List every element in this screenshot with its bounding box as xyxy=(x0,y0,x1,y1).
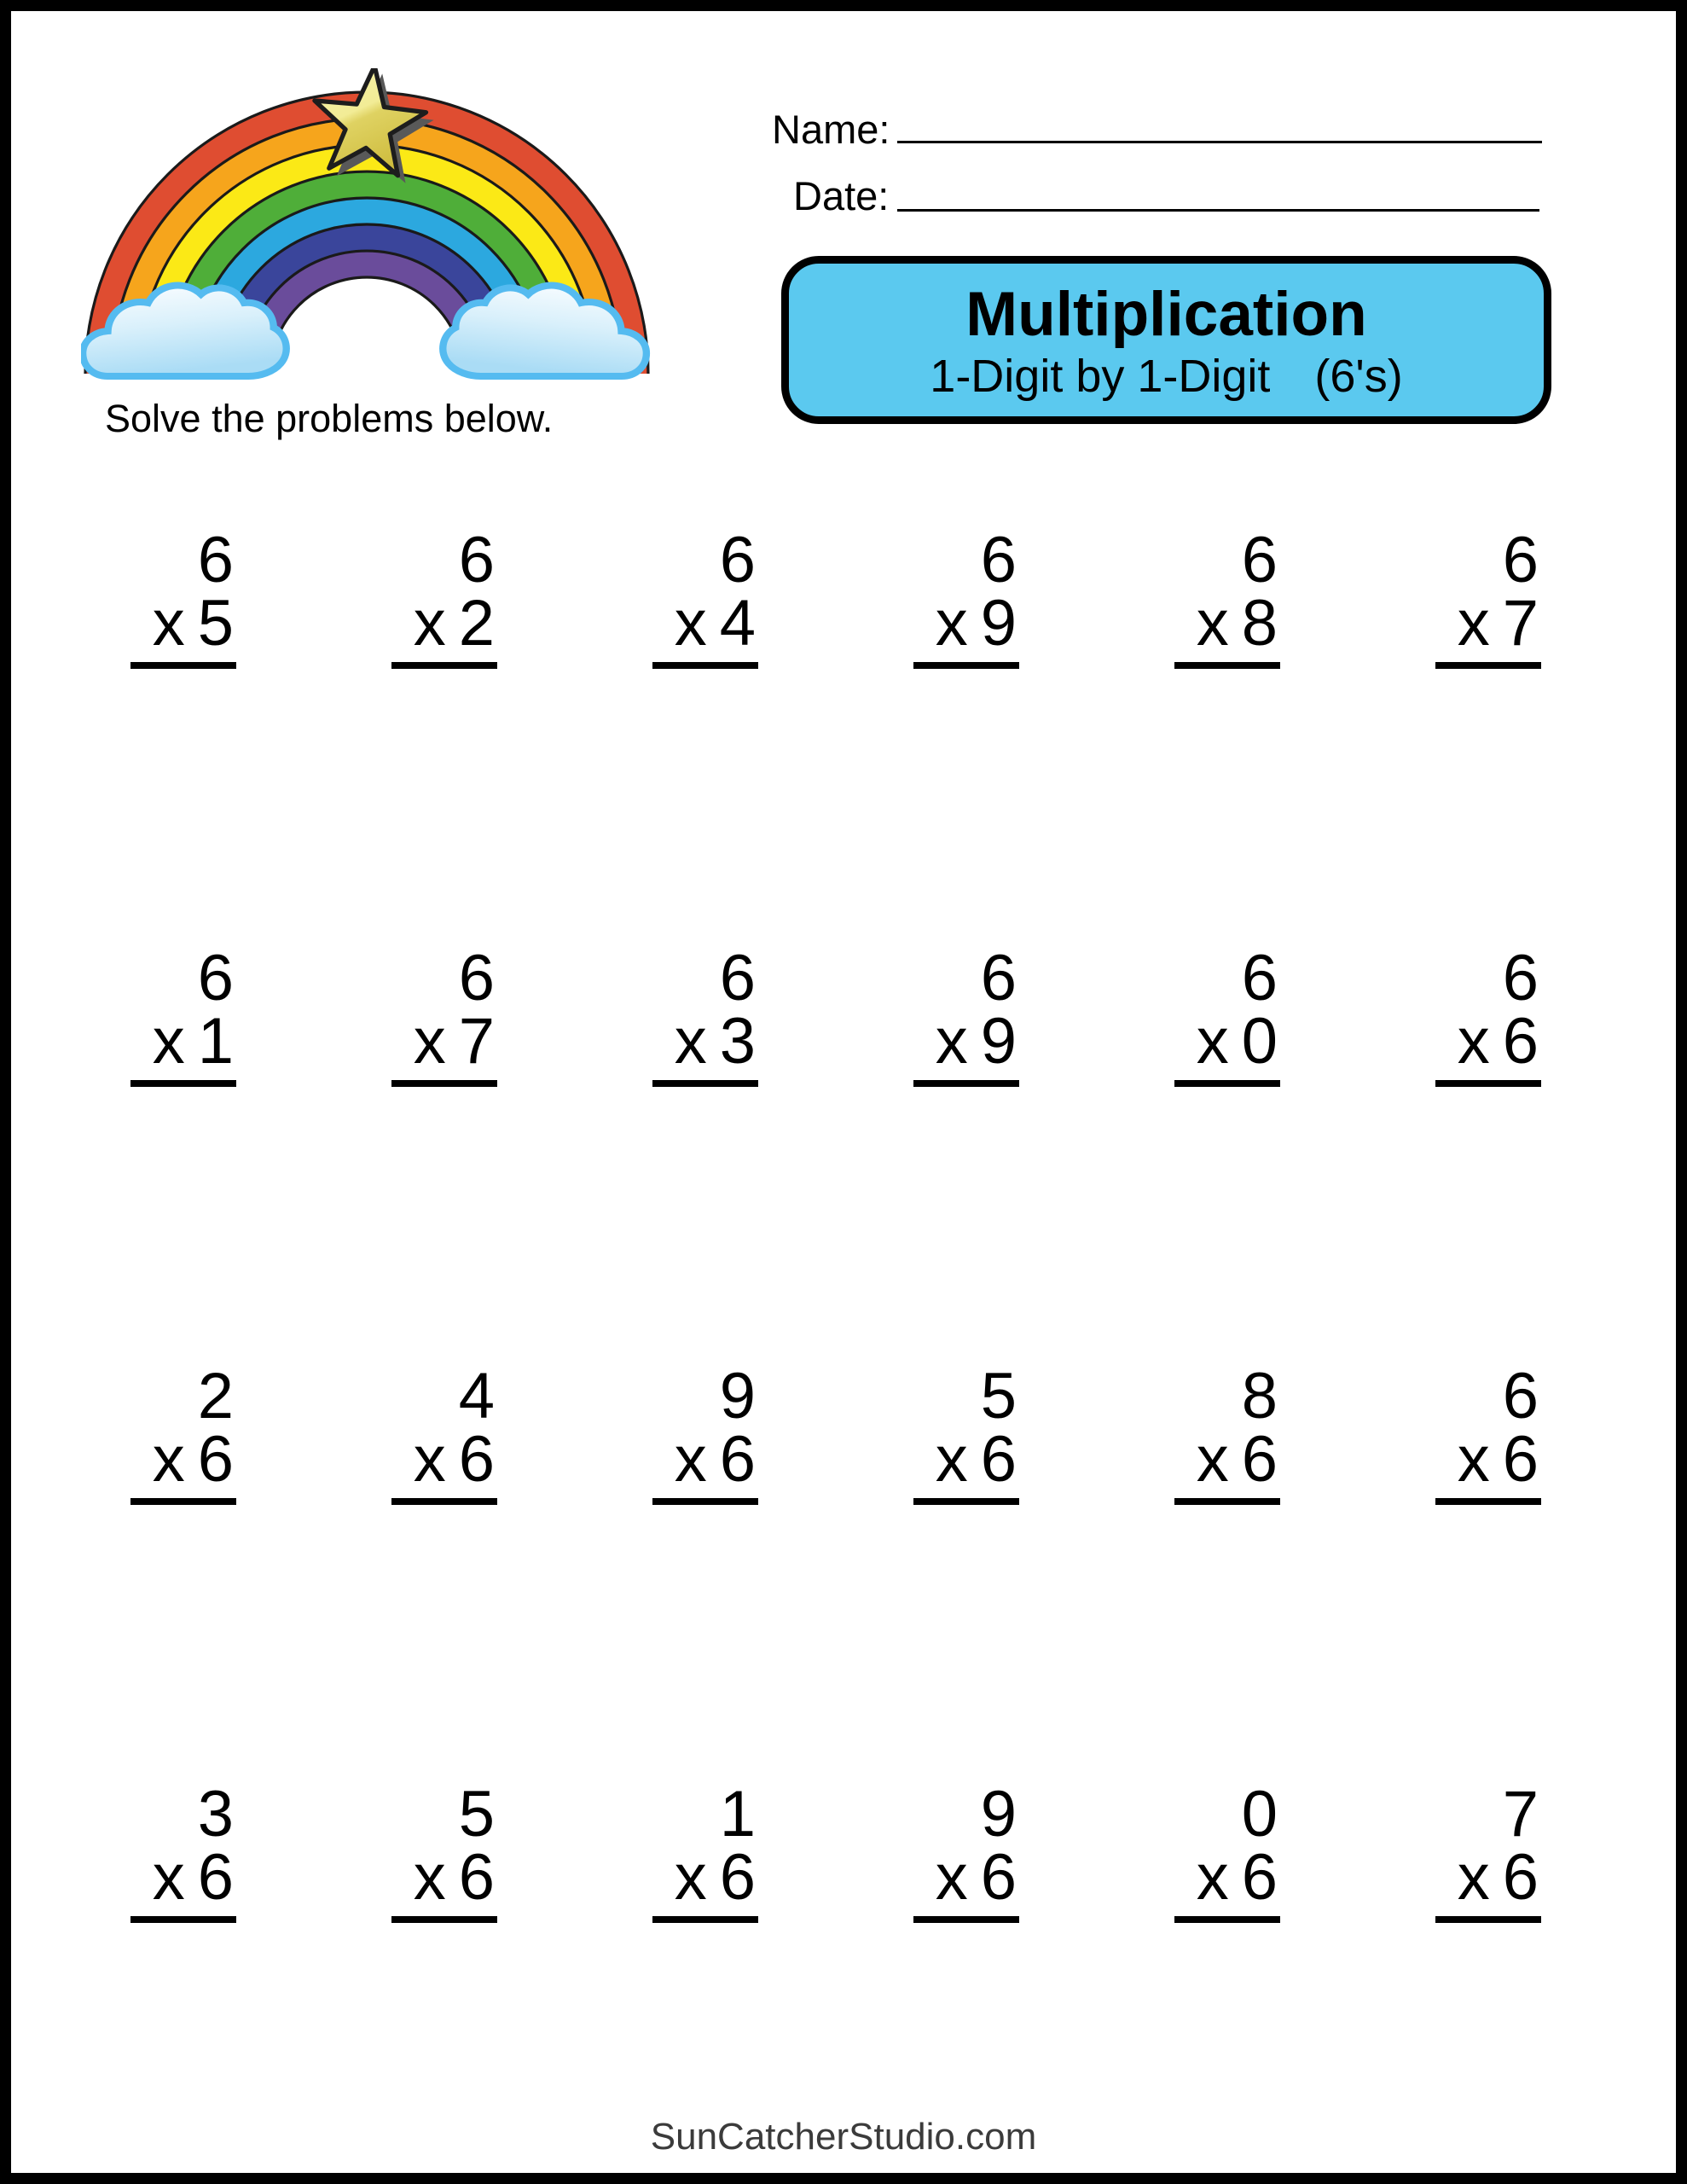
problem-bottom-number: 6 xyxy=(719,1423,756,1496)
problem-bottom-number: 6 xyxy=(197,1423,234,1496)
multiply-sign: x xyxy=(152,1423,185,1496)
problem xyxy=(1174,1360,1280,1505)
problem-bottom-line xyxy=(1435,1005,1541,1077)
problem-top-number: 2 xyxy=(197,1360,234,1432)
answer-line[interactable] xyxy=(652,662,758,669)
problem xyxy=(130,942,236,1087)
multiply-sign: x xyxy=(935,587,968,659)
multiply-sign: x xyxy=(1196,587,1229,659)
answer-line[interactable] xyxy=(1174,1498,1280,1505)
problem-top-number: 6 xyxy=(1241,942,1278,1014)
problem-bottom-number: 8 xyxy=(1241,587,1278,659)
problem-bottom-number: 4 xyxy=(719,587,756,659)
answer-line[interactable] xyxy=(1435,1916,1541,1923)
multiply-sign: x xyxy=(152,587,185,659)
instruction-text: Solve the problems below. xyxy=(105,397,554,440)
multiply-sign: x xyxy=(1457,1423,1490,1496)
answer-line[interactable] xyxy=(913,1498,1019,1505)
problem-top-number: 6 xyxy=(1502,942,1539,1014)
problem-top-number: 3 xyxy=(197,1778,234,1850)
multiply-sign: x xyxy=(935,1005,968,1077)
problem-top-number: 6 xyxy=(719,524,756,596)
problem-bottom-number: 6 xyxy=(1241,1841,1278,1914)
problem-top-number: 6 xyxy=(1241,524,1278,596)
problem-bottom-line xyxy=(130,1423,236,1496)
problem-bottom-number: 3 xyxy=(719,1005,756,1077)
problem-bottom-line xyxy=(1435,587,1541,659)
problem-top-number: 6 xyxy=(719,942,756,1014)
problem-bottom-number: 6 xyxy=(458,1841,495,1914)
multiply-sign: x xyxy=(413,587,446,659)
multiply-sign: x xyxy=(1457,1841,1490,1914)
problem-bottom-number: 9 xyxy=(980,1005,1017,1077)
problem-bottom-number: 6 xyxy=(1241,1423,1278,1496)
problem-bottom-line xyxy=(130,1005,236,1077)
problem-bottom-number: 6 xyxy=(980,1423,1017,1496)
problem-bottom-number: 6 xyxy=(197,1841,234,1914)
answer-line[interactable] xyxy=(1174,1080,1280,1087)
answer-line[interactable] xyxy=(130,1080,236,1087)
problem xyxy=(391,942,497,1087)
answer-line[interactable] xyxy=(130,662,236,669)
problem xyxy=(1174,942,1280,1087)
problem-bottom-number: 6 xyxy=(719,1841,756,1914)
problem-top-number: 6 xyxy=(1502,1360,1539,1432)
problem-bottom-line xyxy=(1435,1841,1541,1914)
problems-grid xyxy=(11,11,1676,2173)
problem-bottom-line xyxy=(391,1841,497,1914)
multiply-sign: x xyxy=(935,1841,968,1914)
problem xyxy=(1174,1778,1280,1923)
problem-top-number: 6 xyxy=(458,524,495,596)
problem-top-number: 6 xyxy=(980,524,1017,596)
problem-bottom-line xyxy=(1174,587,1280,659)
problem xyxy=(652,942,758,1087)
problem-bottom-number: 2 xyxy=(458,587,495,659)
name-label: Name: xyxy=(772,107,890,152)
problem-bottom-line xyxy=(391,1005,497,1077)
problem xyxy=(130,1778,236,1923)
multiply-sign: x xyxy=(413,1423,446,1496)
answer-line[interactable] xyxy=(913,662,1019,669)
problem-top-number: 0 xyxy=(1241,1778,1278,1850)
answer-line[interactable] xyxy=(652,1080,758,1087)
multiply-sign: x xyxy=(152,1005,185,1077)
problem xyxy=(391,524,497,669)
problem-bottom-line xyxy=(130,587,236,659)
answer-line[interactable] xyxy=(652,1498,758,1505)
problem xyxy=(391,1778,497,1923)
problem xyxy=(391,1360,497,1505)
date-label: Date: xyxy=(793,173,890,218)
problem xyxy=(913,1360,1019,1505)
problem-bottom-line xyxy=(913,587,1019,659)
problem-bottom-line xyxy=(1435,1423,1541,1496)
problem-top-number: 9 xyxy=(980,1778,1017,1850)
problem-bottom-line xyxy=(130,1841,236,1914)
problem xyxy=(913,942,1019,1087)
problem-bottom-number: 7 xyxy=(458,1005,495,1077)
problem-bottom-line xyxy=(913,1841,1019,1914)
problem-bottom-line xyxy=(652,1423,758,1496)
problem-top-number: 6 xyxy=(458,942,495,1014)
problem xyxy=(652,1360,758,1505)
problem xyxy=(1435,1778,1541,1923)
problem-top-number: 4 xyxy=(458,1360,495,1432)
answer-line[interactable] xyxy=(913,1916,1019,1923)
answer-line[interactable] xyxy=(1435,662,1541,669)
answer-line[interactable] xyxy=(391,1498,497,1505)
problem-bottom-number: 5 xyxy=(197,587,234,659)
answer-line[interactable] xyxy=(1435,1080,1541,1087)
problem-bottom-line xyxy=(913,1005,1019,1077)
problem-bottom-line xyxy=(652,1005,758,1077)
answer-line[interactable] xyxy=(130,1498,236,1505)
problem-top-number: 6 xyxy=(197,942,234,1014)
multiply-sign: x xyxy=(1457,587,1490,659)
problem-bottom-number: 6 xyxy=(1502,1423,1539,1496)
multiply-sign: x xyxy=(1196,1005,1229,1077)
problem-top-number: 6 xyxy=(1502,524,1539,596)
worksheet-subtitle-text: 1-Digit by 1-Digit xyxy=(930,350,1271,402)
problem-bottom-number: 6 xyxy=(1502,1005,1539,1077)
problem xyxy=(130,1360,236,1505)
problem-bottom-number: 6 xyxy=(1502,1841,1539,1914)
problem-bottom-line xyxy=(391,587,497,659)
problem xyxy=(913,1778,1019,1923)
worksheet-title: Multiplication xyxy=(965,279,1367,349)
answer-line[interactable] xyxy=(391,1080,497,1087)
problem-bottom-number: 0 xyxy=(1241,1005,1278,1077)
problem-bottom-number: 7 xyxy=(1502,587,1539,659)
multiply-sign: x xyxy=(413,1005,446,1077)
problem-bottom-number: 6 xyxy=(980,1841,1017,1914)
problem-bottom-line xyxy=(1174,1005,1280,1077)
answer-line[interactable] xyxy=(1435,1498,1541,1505)
multiply-sign: x xyxy=(674,1423,707,1496)
problem-bottom-number: 1 xyxy=(197,1005,234,1077)
multiply-sign: x xyxy=(674,587,707,659)
worksheet-set-tag: (6's) xyxy=(1314,350,1403,402)
problem xyxy=(913,524,1019,669)
problem-top-number: 9 xyxy=(719,1360,756,1432)
problem-top-number: 6 xyxy=(197,524,234,596)
problem xyxy=(1435,524,1541,669)
problem-bottom-line xyxy=(1174,1423,1280,1496)
answer-line[interactable] xyxy=(1174,662,1280,669)
answer-line[interactable] xyxy=(130,1916,236,1923)
problem-top-number: 5 xyxy=(458,1778,495,1850)
multiply-sign: x xyxy=(1196,1423,1229,1496)
multiply-sign: x xyxy=(1457,1005,1490,1077)
problem-top-number: 7 xyxy=(1502,1778,1539,1850)
footer-credit: SunCatcherStudio.com xyxy=(650,2116,1037,2158)
multiply-sign: x xyxy=(674,1005,707,1077)
multiply-sign: x xyxy=(935,1423,968,1496)
problem-bottom-line xyxy=(1174,1841,1280,1914)
problem xyxy=(130,524,236,669)
problem-top-number: 8 xyxy=(1241,1360,1278,1432)
problem xyxy=(1174,524,1280,669)
problem xyxy=(652,524,758,669)
problem-bottom-number: 6 xyxy=(458,1423,495,1496)
multiply-sign: x xyxy=(413,1841,446,1914)
answer-line[interactable] xyxy=(1174,1916,1280,1923)
problem-bottom-line xyxy=(652,587,758,659)
problem-top-number: 1 xyxy=(719,1778,756,1850)
problem-top-number: 6 xyxy=(980,942,1017,1014)
multiply-sign: x xyxy=(1196,1841,1229,1914)
problem-bottom-line xyxy=(391,1423,497,1496)
multiply-sign: x xyxy=(674,1841,707,1914)
multiply-sign: x xyxy=(152,1841,185,1914)
problem xyxy=(652,1778,758,1923)
answer-line[interactable] xyxy=(391,662,497,669)
problem-bottom-line xyxy=(652,1841,758,1914)
problem xyxy=(1435,1360,1541,1505)
answer-line[interactable] xyxy=(913,1080,1019,1087)
problem xyxy=(1435,942,1541,1087)
problem-bottom-line xyxy=(913,1423,1019,1496)
answer-line[interactable] xyxy=(652,1916,758,1923)
problem-top-number: 5 xyxy=(980,1360,1017,1432)
problem-bottom-number: 9 xyxy=(980,587,1017,659)
answer-line[interactable] xyxy=(391,1916,497,1923)
